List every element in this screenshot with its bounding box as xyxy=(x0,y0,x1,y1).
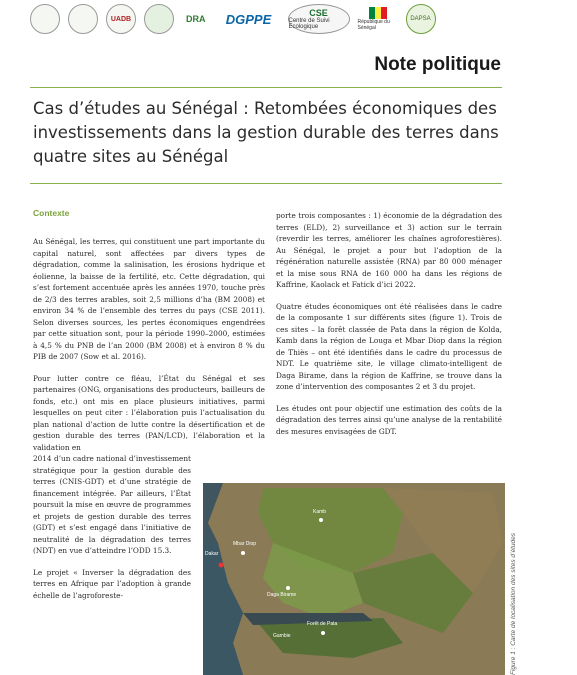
daga-birame-marker xyxy=(286,586,290,590)
mbar-diop-marker xyxy=(241,551,245,555)
cse-logo-sub: Centre de Suivi Ecologique xyxy=(288,18,330,30)
senegal-logo-text: République du Sénégal xyxy=(357,19,390,31)
right-column xyxy=(276,210,502,447)
foret-pata-marker xyxy=(321,631,325,635)
senegal-logo xyxy=(358,4,398,34)
paragraph: Les études ont pour objectif une estimation des coûts de la dégradation des terres ainsi qu’une analyse de la rentabilité des mesures envisagées de GDT. xyxy=(276,403,502,436)
paragraph: Le projet « Inverser la dégradation des terres en Afrique par l’adoption à grande échelle de l’agroforeste- xyxy=(33,567,191,600)
map-label-gambie: Gambie xyxy=(273,633,291,639)
map-label-mbar-diop: Mbar Diop xyxy=(233,541,257,547)
paragraph: Au Sénégal, les terres, qui constituent une part importante du capital naturel, sont affectées par divers types de dégradation, comme la salinisation, les érosions hydrique et éolienne, la baisse de la fertilité, etc. Cette dégradation, qui s’est fortement accentuée après les années 1970, touche près de 2/3 des terres arables, soit 2,5 millions d’ha (BM 2008) et environ 34 % de l’ensemble des terres du pays (CSE 2011). Selon diverses sources, les pertes économiques engendrées par cette situation sont, pour la période 1990–2000, estimées à 4,5 % du PNB de l’an 2000 (BM 2008) et à environ 8 % du PIB de 2007 (Sow et al. 2016). xyxy=(33,237,265,361)
divider-top xyxy=(30,87,502,88)
partner-logo-2 xyxy=(68,4,98,34)
kamb-marker xyxy=(319,518,323,522)
cse-logo xyxy=(288,4,350,34)
partner-logo-4 xyxy=(144,4,174,34)
map-label-foret-pata: Forêt de Pata xyxy=(307,621,338,627)
map-label-dakar: Dakar xyxy=(205,551,219,557)
section-heading: Contexte xyxy=(33,208,70,218)
paragraph: porte trois composantes : 1) économie de la dégradation des terres (ELD), 2) surveillance et 3) action sur le terrain (reverdir les terres, améliorer les chaînes agroforestières). Au Sénégal, le projet a pour but l’adoption de la régénération naturelle assistée (RNA) par 80 000 ménager et la mise sous RNA de 160 000 ha dans les régions de Kaffrine, Kaolack et Fatick d’ici 2022. xyxy=(276,211,502,289)
dra-logo: DRA xyxy=(186,14,206,24)
figure-caption-text: Figure 1 : Carte de localisation des sites d’études xyxy=(510,533,517,675)
paragraph-part: Pour lutter contre ce fléau, l’État du Sénégal et ses partenaires (ONG, organisations des producteurs, bailleurs de fonds, etc.) ont mis en place plusieurs initiatives, parmi lesquelles on peut citer : l’élaboration puis l’actualisation du plan national d’action de lutte contre la désertification et de gestion durable des terres (PAN/LCD), l’élaboration et la validation en xyxy=(33,373,265,452)
paragraph: 2014 d’un cadre national d’investissement stratégique pour la gestion durable des terres (CNIS-GDT) et d’une stratégie de financement intégrée. Par ailleurs, l’État poursuit la mise en œuvre de programmes et projets de gestion durable des terres (GDT) et s’est engagé dans l’initiative de neutralité de la dégradation des terres (NDT) en vue d’atteindre l’ODD 15.3. xyxy=(33,454,191,555)
partner-logo-1 xyxy=(30,4,60,34)
map-label-kamb: Kamb xyxy=(313,509,327,515)
paragraph: Quatre études économiques ont été réalisées dans le cadre de la composante 1 sur différents sites (figure 1). Trois de ces sites – la forêt classée de Pata dans la région de Kolda, Kamb dans la région de Louga et Mbar Diop dans la région de Thiès – ont été identifiés dans le cadre du processus de NDT. Le quatrième site, le village climato-intelligent de Daga Birame, dans la région de Kaffrine, se trouve dans la zone d’intervention des composantes 2 et 3 du projet. xyxy=(276,301,502,391)
dakar-marker xyxy=(219,563,224,568)
paragraph xyxy=(33,373,265,454)
figure-caption xyxy=(508,533,520,675)
note-title: Note politique xyxy=(374,54,501,75)
uadb-logo: UADB xyxy=(106,4,136,34)
cse-logo-text: CSE xyxy=(309,8,328,18)
senegal-flag-icon xyxy=(369,7,387,19)
main-title: Cas d’études au Sénégal : Retombées économiques des investissements dans la gestion durable des terres dans quatre sites au Sénégal xyxy=(33,99,499,166)
dapsa-logo: DAPSA xyxy=(406,4,436,34)
map-label-daga-birame: Daga Birame xyxy=(267,592,297,598)
location-map xyxy=(203,483,505,675)
divider-bottom xyxy=(30,183,502,184)
map-graphic xyxy=(203,483,505,675)
dgppe-logo: DGPPE xyxy=(225,11,272,27)
partner-logos xyxy=(30,0,510,38)
